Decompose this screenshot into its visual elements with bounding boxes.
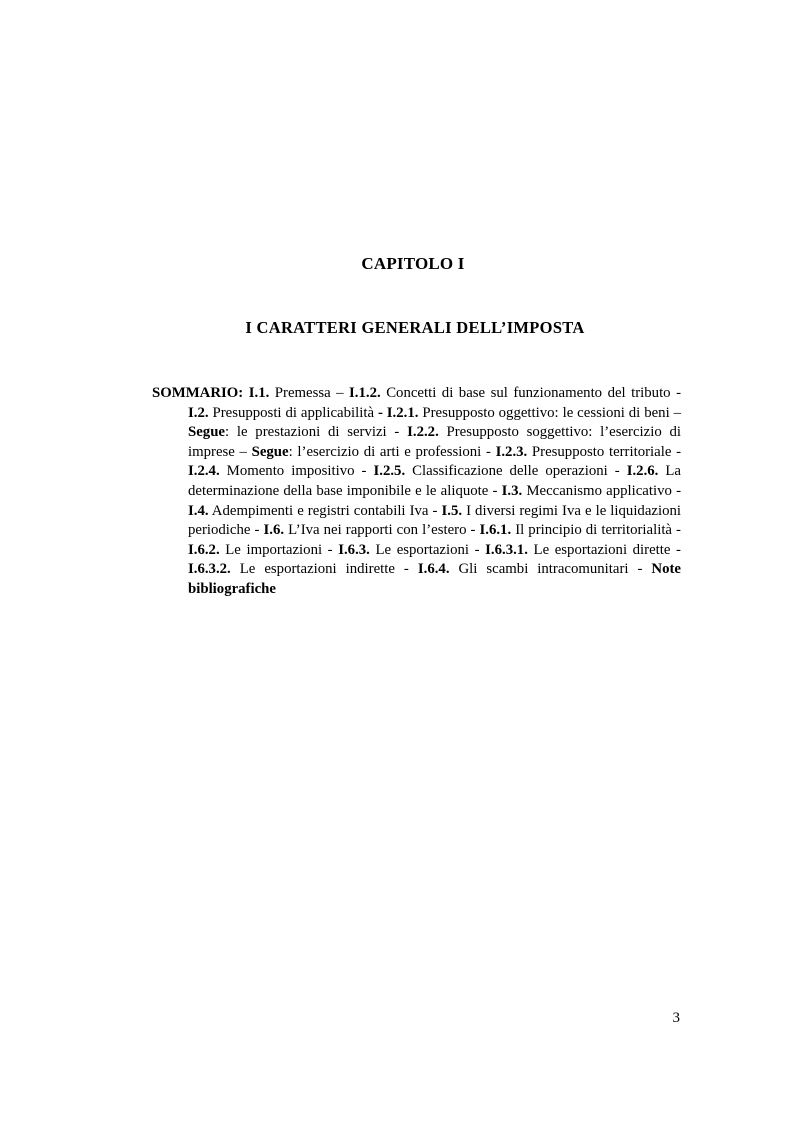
summary-entry-text: : l’esercizio di arti e professioni - bbox=[288, 443, 496, 460]
summary-entry-text: Il principio di territorialità - bbox=[511, 522, 681, 539]
summary-entry-code: I.5. bbox=[441, 502, 463, 519]
summary-entry-code: I.4. bbox=[188, 502, 209, 519]
summary-entry-text: Meccanismo applicativo - bbox=[522, 482, 681, 499]
summary-entry-text: Presupposti di applicabilità bbox=[208, 404, 378, 421]
summary-entry-text: Presupposto territoriale - bbox=[527, 443, 682, 460]
summary-entry-code: I.2.5. bbox=[373, 463, 406, 480]
summary-entry-text: Le importazioni - bbox=[219, 541, 339, 558]
summary-entry-text: Gli scambi intracomunitari - bbox=[449, 561, 652, 578]
summary-entry-text: Presupposto soggettivo: l’esercizio di imprese – bbox=[188, 424, 682, 460]
summary-entry-text: : le prestazioni di servizi - bbox=[225, 424, 408, 441]
summary-entry-text: L’Iva nei rapporti con l’estero - bbox=[284, 522, 480, 539]
summary-entry-text: Adempimenti e registri contabili Iva - bbox=[208, 502, 442, 519]
summary-entry-text: Le esportazioni - bbox=[369, 541, 486, 558]
chapter-label: CAPITOLO I bbox=[361, 254, 465, 273]
summary-entry-code: I.6.3. bbox=[338, 541, 370, 558]
summary-entry-code: I.2.4. bbox=[188, 463, 220, 480]
summary-entry-text: Classificazione delle operazioni - bbox=[405, 463, 627, 480]
summary-entry-code: I.2.6. bbox=[626, 463, 659, 480]
summary-entry-code: I.6.3.2. bbox=[188, 561, 231, 578]
summary-entry-text: I diversi regimi Iva e le liquidazioni periodiche - bbox=[188, 502, 681, 539]
summary-entry-text: Concetti di base sul funzionamento del tributo - bbox=[380, 385, 681, 401]
summary-entry-code: Note bibliografiche bbox=[188, 561, 681, 597]
summary-entry-text: Momento impositivo - bbox=[219, 463, 374, 480]
summary-entry-code: Segue bbox=[251, 443, 289, 460]
summary-entry-code: I.6. bbox=[263, 522, 285, 539]
summary-entry-code: - I.2.1. bbox=[377, 404, 419, 421]
summary-entry-code: I.2.2. bbox=[407, 424, 439, 441]
summary-entry-code: I.6.1. bbox=[479, 522, 512, 539]
summary-entries bbox=[188, 385, 681, 597]
summary-entry-text: Premessa – bbox=[269, 385, 350, 401]
summary-entry-code: I.1. bbox=[248, 385, 270, 401]
chapter-title: I CARATTERI GENERALI DELL’IMPOSTA bbox=[245, 318, 585, 337]
summary-paragraph bbox=[152, 384, 681, 600]
summary-entry-text: Le esportazioni indirette - bbox=[230, 561, 418, 578]
summary-entry-text: La determinazione della base imponibile e le aliquote - bbox=[188, 463, 681, 499]
summary-entry-code: Segue bbox=[188, 424, 225, 441]
summary-entry-text: Le esportazioni dirette - bbox=[527, 541, 681, 558]
summary-entry-code: I.2.3. bbox=[495, 443, 528, 460]
summary-entry-code: I.1.2. bbox=[349, 385, 381, 401]
summary-entry-code: I.6.3.1. bbox=[485, 541, 528, 558]
summary-entry-code: I.2. bbox=[188, 404, 209, 421]
summary-entry-code: I.6.2. bbox=[188, 541, 220, 558]
summary-entry-code: I.6.4. bbox=[417, 561, 450, 578]
summary-heading: SOMMARIO: bbox=[152, 385, 244, 401]
summary-entry-code: I.3. bbox=[501, 482, 523, 499]
summary-entry-text: Presupposto oggettivo: le cessioni di beni – bbox=[418, 404, 682, 421]
page-number: 3 bbox=[672, 1010, 680, 1026]
